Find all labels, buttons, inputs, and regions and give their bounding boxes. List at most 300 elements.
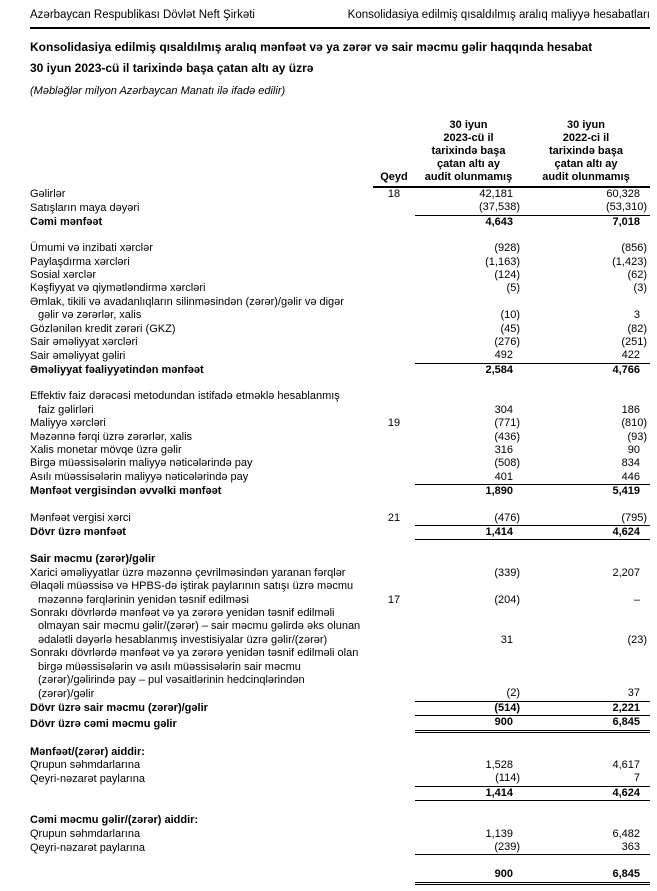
value-text: (1,423) <box>612 255 647 268</box>
row-note-reference <box>373 485 415 499</box>
table-row <box>30 594 650 607</box>
value-text: 5,419 <box>612 485 640 498</box>
row-value-2022 <box>522 349 650 363</box>
row-value-2022 <box>522 580 650 593</box>
value-text: (928) <box>494 242 520 255</box>
row-note-reference <box>373 471 415 485</box>
row-value-2023 <box>415 256 522 269</box>
row-value-2023 <box>415 215 522 229</box>
row-note-reference <box>373 674 415 687</box>
row-note-reference <box>373 431 415 444</box>
row-value-2022 <box>522 323 650 336</box>
table-row <box>30 786 650 800</box>
row-label: məzənnə fərqlərinin yenidən təsnif edilməsi <box>38 593 249 606</box>
row-label <box>30 786 373 800</box>
row-note-reference <box>373 620 415 633</box>
value-text: 4,624 <box>612 786 640 799</box>
row-value-2022 <box>522 417 650 430</box>
row-note-reference <box>373 772 415 786</box>
row-value-2022 <box>522 620 650 633</box>
value-text: (37,538) <box>479 201 520 214</box>
value-text: 6,845 <box>612 716 640 729</box>
document-header <box>30 8 650 29</box>
row-note-reference <box>373 841 415 855</box>
header-company-name: Azərbaycan Respublikası Dövlət Neft Şirkəti <box>30 9 255 21</box>
row-value-2022 <box>522 336 650 349</box>
value-text: 6,845 <box>612 868 640 881</box>
row-note-reference <box>373 567 415 580</box>
row-label: Qrupun səhmdarlarına <box>30 759 141 772</box>
table-row <box>30 634 650 647</box>
row-value-2022 <box>522 868 650 883</box>
value-text: (795) <box>621 511 647 524</box>
row-note-reference: 19 <box>387 417 401 430</box>
spacer-row <box>30 499 650 512</box>
table-row <box>30 323 650 336</box>
value-text: (856) <box>621 242 647 255</box>
table-header <box>30 119 650 187</box>
row-label: Sair məcmu (zərər)/gəlir <box>30 553 156 566</box>
row-label: Sair əməliyyat xərcləri <box>30 336 138 349</box>
table-row <box>30 620 650 633</box>
value-text: (93) <box>627 430 647 443</box>
row-label: Birgə müəssisələrin maliyyə nəticələrində pay <box>30 457 253 470</box>
row-label: faiz gəlirləri <box>38 403 94 416</box>
row-label: Kəşfiyyat və qiymətləndirmə xərcləri <box>30 282 206 295</box>
row-value-2023 <box>415 687 522 701</box>
row-value-2023 <box>415 323 522 336</box>
row-label: Xalis monetar mövqe üzrə gəlir <box>30 443 182 456</box>
table-row <box>30 868 650 883</box>
row-value-2022 <box>522 716 650 731</box>
row-value-2023 <box>415 485 522 499</box>
row-value-2023 <box>415 417 522 430</box>
row-note-reference <box>373 525 415 539</box>
table-row <box>30 390 650 403</box>
row-note-reference <box>373 828 415 841</box>
table-row <box>30 567 650 580</box>
row-label: Gəlirlər <box>30 188 66 200</box>
value-text: 7 <box>633 772 640 785</box>
value-text: 422 <box>621 349 640 362</box>
value-text: 900 <box>494 716 513 729</box>
row-note-reference <box>373 390 415 403</box>
row-note-reference <box>373 647 415 660</box>
row-label: Cəmi mənfəət <box>30 215 103 228</box>
table-row <box>30 772 650 786</box>
table-row <box>30 553 650 566</box>
row-value-2023 <box>415 746 522 759</box>
row-value-2022 <box>522 187 650 201</box>
row-label: Dövr üzrə mənfəət <box>30 526 126 539</box>
row-value-2022 <box>522 567 650 580</box>
row-value-2022 <box>522 553 650 566</box>
table-row <box>30 215 650 229</box>
row-label: Qeyri-nəzarət paylarına <box>30 841 145 854</box>
row-value-2023 <box>415 336 522 349</box>
row-note-reference <box>373 404 415 417</box>
row-label <box>30 868 373 883</box>
row-value-2023 <box>415 647 522 660</box>
row-value-2022 <box>522 512 650 526</box>
table-row <box>30 336 650 349</box>
value-text: 4,624 <box>612 525 640 538</box>
column-header-line: 30 iyun <box>449 119 488 131</box>
row-note-reference: 21 <box>387 512 401 525</box>
row-value-2023 <box>415 828 522 841</box>
spacer-cell <box>30 855 650 869</box>
value-text: 37 <box>627 687 640 700</box>
row-label: Mənfəət/(zərər) aiddir: <box>30 745 145 758</box>
row-value-2022 <box>522 746 650 759</box>
spacer-cell <box>30 499 650 512</box>
row-value-2022 <box>522 269 650 282</box>
row-note-reference <box>373 309 415 322</box>
row-value-2022 <box>522 634 650 647</box>
header-report-type: Konsolidasiya edilmiş qısaldılmış aralıq maliyyə hesabatları <box>347 9 650 21</box>
row-note-reference <box>373 296 415 309</box>
row-value-2022 <box>522 674 650 687</box>
value-text: 6,482 <box>612 827 640 840</box>
row-label: Paylaşdırma xərcləri <box>30 255 130 268</box>
row-value-2022 <box>522 647 650 660</box>
spacer-cell <box>30 801 650 815</box>
value-text: 446 <box>621 470 640 483</box>
table-row <box>30 404 650 417</box>
spacer-row <box>30 229 650 242</box>
row-label: Mənfəət vergisi xərci <box>30 512 131 525</box>
table-row <box>30 525 650 539</box>
row-note-reference <box>373 634 415 647</box>
row-label: Maliyyə xərcləri <box>30 417 106 430</box>
row-value-2022 <box>522 759 650 772</box>
row-note-reference <box>373 323 415 336</box>
value-text: (82) <box>627 322 647 335</box>
value-text: (476) <box>494 511 520 524</box>
column-header-note: Qeyd <box>373 119 415 187</box>
spacer-cell <box>30 377 650 390</box>
row-note-reference <box>373 786 415 800</box>
row-value-2023 <box>415 594 522 607</box>
value-text: 1,528 <box>485 759 513 772</box>
row-value-2023 <box>415 512 522 526</box>
row-label: olmayan sair məcmu gəlir/(zərər) – sair məcmu gəlirdə əks olunan <box>38 620 361 633</box>
row-value-2022 <box>522 525 650 539</box>
value-text: (771) <box>494 417 520 430</box>
table-row <box>30 701 650 715</box>
row-note-reference <box>373 242 415 255</box>
row-value-2022 <box>522 471 650 485</box>
table-row <box>30 269 650 282</box>
row-label: Sair əməliyyat gəliri <box>30 349 126 362</box>
row-value-2022 <box>522 256 650 269</box>
spacer-row <box>30 801 650 815</box>
value-text: (436) <box>494 430 520 443</box>
value-text: 1,890 <box>485 485 513 498</box>
table-row <box>30 431 650 444</box>
row-value-2023 <box>415 444 522 457</box>
row-value-2022 <box>522 431 650 444</box>
row-note-reference <box>373 349 415 363</box>
table-row <box>30 363 650 377</box>
row-value-2023 <box>415 674 522 687</box>
value-text: 90 <box>627 443 640 456</box>
value-text: 1,139 <box>485 827 513 840</box>
column-header-line: tarixində başa <box>549 145 623 157</box>
value-text: 31 <box>500 633 513 646</box>
spacer-cell <box>30 731 650 746</box>
row-label: (zərər)/gəlir <box>38 687 95 700</box>
spacer-row <box>30 540 650 554</box>
table-row <box>30 687 650 701</box>
row-value-2023 <box>415 772 522 786</box>
row-value-2022 <box>522 201 650 215</box>
row-value-2022 <box>522 661 650 674</box>
table-row <box>30 296 650 309</box>
table-row <box>30 309 650 322</box>
row-note-reference <box>373 716 415 731</box>
row-value-2023 <box>415 620 522 633</box>
value-text: (514) <box>494 701 520 714</box>
value-text: (114) <box>495 772 520 785</box>
row-label: Dövr üzrə sair məcmu (zərər)/gəlir <box>30 702 208 715</box>
row-note-reference <box>373 868 415 883</box>
row-value-2023 <box>415 841 522 855</box>
value-text: 492 <box>494 349 513 362</box>
value-text: (239) <box>494 841 520 854</box>
value-text: (2) <box>506 687 520 700</box>
row-label: ədalətli dəyərlə hesablanmış investisiyalar üzrə gəlir/(zərər) <box>38 633 328 646</box>
row-value-2023 <box>415 814 522 827</box>
table-row <box>30 282 650 295</box>
row-label: Qeyri-nəzarət paylarına <box>30 772 145 785</box>
table-row <box>30 512 650 526</box>
value-text: 2,207 <box>612 566 640 579</box>
column-header-line: audit olunmamış <box>424 171 513 183</box>
value-text: (124) <box>494 269 520 282</box>
row-value-2023 <box>415 786 522 800</box>
value-text: (10) <box>500 309 520 322</box>
row-value-2023 <box>415 363 522 377</box>
row-value-2022 <box>522 363 650 377</box>
table-row <box>30 201 650 215</box>
value-text: 2,584 <box>485 363 513 376</box>
row-value-2023 <box>415 759 522 772</box>
value-text: 316 <box>494 443 513 456</box>
row-value-2023 <box>415 269 522 282</box>
value-text: (276) <box>494 336 520 349</box>
row-label: Xarici əməliyyatlar üzrə məzənnə çevrilməsindən yaranan fərqlər <box>30 566 346 579</box>
row-value-2022 <box>522 772 650 786</box>
row-label: Gözlənilən kredit zərəri (GKZ) <box>30 322 176 335</box>
value-text: 4,766 <box>612 363 640 376</box>
table-row <box>30 759 650 772</box>
table-row <box>30 841 650 855</box>
value-text: (204) <box>494 593 520 606</box>
row-value-2023 <box>415 553 522 566</box>
row-note-reference <box>373 746 415 759</box>
value-text: 1,414 <box>485 525 513 538</box>
value-text: 1,414 <box>485 786 513 799</box>
spacer-row <box>30 855 650 869</box>
row-value-2022 <box>522 687 650 701</box>
row-label: Sonrakı dövrlərdə mənfəət və ya zərərə yenidən təsnif edilməli <box>30 606 335 619</box>
value-text: (251) <box>621 336 647 349</box>
row-label: (zərər)/gəlirində pay – pul vəsaitlərinin hedcinqlərindən <box>38 674 305 686</box>
value-text: (508) <box>494 457 520 470</box>
value-text: 7,018 <box>612 215 640 228</box>
row-value-2023 <box>415 701 522 715</box>
row-note-reference <box>373 256 415 269</box>
row-value-2022 <box>522 841 650 855</box>
row-value-2023 <box>415 634 522 647</box>
value-text: 3 <box>633 309 640 322</box>
value-text: (45) <box>500 322 520 335</box>
row-note-reference <box>373 282 415 295</box>
value-text: (810) <box>621 417 647 430</box>
row-label: Asılı müəssisələrin maliyyə nəticələrində pay <box>30 471 249 484</box>
row-label: Dövr üzrə cəmi məcmu gəlir <box>30 717 177 730</box>
value-text: 2,221 <box>612 701 640 714</box>
table-row <box>30 814 650 827</box>
row-value-2022 <box>522 457 650 470</box>
row-label: Cəmi məcmu gəlir/(zərər) aiddir: <box>30 814 199 827</box>
header-label-spacer <box>30 119 373 187</box>
row-label: Qrupun səhmdarlarına <box>30 827 141 840</box>
row-value-2022 <box>522 814 650 827</box>
row-value-2023 <box>415 282 522 295</box>
financial-statement-table <box>30 119 650 885</box>
value-text: (23) <box>627 633 647 646</box>
row-note-reference <box>373 701 415 715</box>
table-row <box>30 580 650 593</box>
column-header-line: audit olunmamış <box>542 171 630 183</box>
value-text: 186 <box>621 403 640 416</box>
row-note-reference <box>373 457 415 470</box>
report-title-block <box>30 37 650 79</box>
row-label: gəlir və zərərlər, xalis <box>38 309 142 322</box>
row-label: Satışların maya dəyəri <box>30 201 140 214</box>
table-row <box>30 242 650 255</box>
spacer-row <box>30 377 650 390</box>
row-note-reference <box>373 687 415 701</box>
row-value-2022 <box>522 309 650 322</box>
column-header-period-2022 <box>522 119 650 187</box>
table-row <box>30 457 650 470</box>
spacer-cell <box>30 540 650 554</box>
row-label: Məzənnə fərqi üzrə zərərlər, xalis <box>30 430 193 443</box>
row-value-2023 <box>415 471 522 485</box>
table-row <box>30 485 650 499</box>
spacer-row <box>30 731 650 746</box>
row-value-2023 <box>415 431 522 444</box>
row-label: Effektiv faiz dərəcəsi metodundan istifadə etməklə hesablanmış <box>30 390 340 403</box>
column-header-line: 2023-cü il <box>443 132 494 144</box>
table-body <box>30 187 650 883</box>
value-text: – <box>633 593 640 606</box>
row-value-2022 <box>522 786 650 800</box>
spacer-cell <box>30 229 650 242</box>
row-value-2022 <box>522 282 650 295</box>
value-text: (53,310) <box>606 201 647 214</box>
row-note-reference <box>373 661 415 674</box>
row-value-2022 <box>522 390 650 403</box>
value-text: 304 <box>494 403 513 416</box>
row-value-2023 <box>415 868 522 883</box>
value-text: 4,643 <box>485 215 513 228</box>
column-header-line: 2022-ci il <box>562 132 610 144</box>
row-value-2023 <box>415 309 522 322</box>
value-text: 834 <box>621 457 640 470</box>
row-value-2023 <box>415 716 522 731</box>
row-note-reference <box>373 580 415 593</box>
currency-note: (Məbləğlər milyon Azərbaycan Manatı ilə ifadə edilir) <box>30 85 286 97</box>
report-period: 30 iyun 2023-cü il tarixində başa çatan altı ay üzrə <box>30 61 314 75</box>
row-value-2022 <box>522 607 650 620</box>
row-label: Əlaqəli müəssisə və HPBS-də iştirak paylarının satışı üzrə məcmu <box>30 580 354 593</box>
row-value-2022 <box>522 701 650 715</box>
row-note-reference <box>373 201 415 215</box>
value-text: (3) <box>633 282 647 295</box>
row-value-2023 <box>415 390 522 403</box>
column-header-line: tarixində başa <box>431 145 506 157</box>
table-row <box>30 349 650 363</box>
value-text: 363 <box>621 841 640 854</box>
value-text: 42,181 <box>479 188 513 200</box>
row-value-2023 <box>415 404 522 417</box>
value-text: 4,617 <box>612 759 640 772</box>
table-row <box>30 256 650 269</box>
column-header-line: 30 iyun <box>567 119 605 131</box>
row-note-reference <box>373 444 415 457</box>
row-value-2022 <box>522 594 650 607</box>
row-value-2022 <box>522 828 650 841</box>
row-value-2023 <box>415 661 522 674</box>
row-label: birgə müəssisələrin və asılı müəssisələrin sair məcmu <box>38 660 301 673</box>
row-label: Ümumi və inzibati xərclər <box>30 242 153 255</box>
row-label: Əməliyyat fəaliyyətindən mənfəət <box>30 363 204 376</box>
value-text: 900 <box>494 868 513 881</box>
table-row <box>30 661 650 674</box>
column-header-period-2023 <box>415 119 522 187</box>
column-header-line: çatan altı ay <box>554 158 618 170</box>
row-value-2022 <box>522 296 650 309</box>
table-row <box>30 444 650 457</box>
row-value-2022 <box>522 444 650 457</box>
row-note-reference: 18 <box>387 188 401 200</box>
row-note-reference <box>373 269 415 282</box>
value-text: 401 <box>494 470 513 483</box>
row-label: Mənfəət vergisindən əvvəlki mənfəət <box>30 485 222 498</box>
row-note-reference <box>373 215 415 229</box>
row-value-2023 <box>415 580 522 593</box>
row-value-2023 <box>415 349 522 363</box>
row-value-2022 <box>522 215 650 229</box>
table-row <box>30 716 650 731</box>
row-note-reference <box>373 363 415 377</box>
table-row <box>30 417 650 430</box>
value-text: (1,163) <box>485 255 520 268</box>
row-value-2022 <box>522 242 650 255</box>
table-row <box>30 471 650 485</box>
report-title: Konsolidasiya edilmiş qısaldılmış aralıq mənfəət və ya zərər və sair məcmu gəlir haqqında hesabat <box>30 40 593 54</box>
value-text: 60,328 <box>606 188 640 200</box>
row-value-2023 <box>415 525 522 539</box>
row-label: Əmlak, tikili və avadanlıqların silinməsindən (zərər)/gəlir və digər <box>30 295 344 308</box>
row-note-reference <box>373 607 415 620</box>
table-row <box>30 647 650 660</box>
value-text: (62) <box>627 269 647 282</box>
